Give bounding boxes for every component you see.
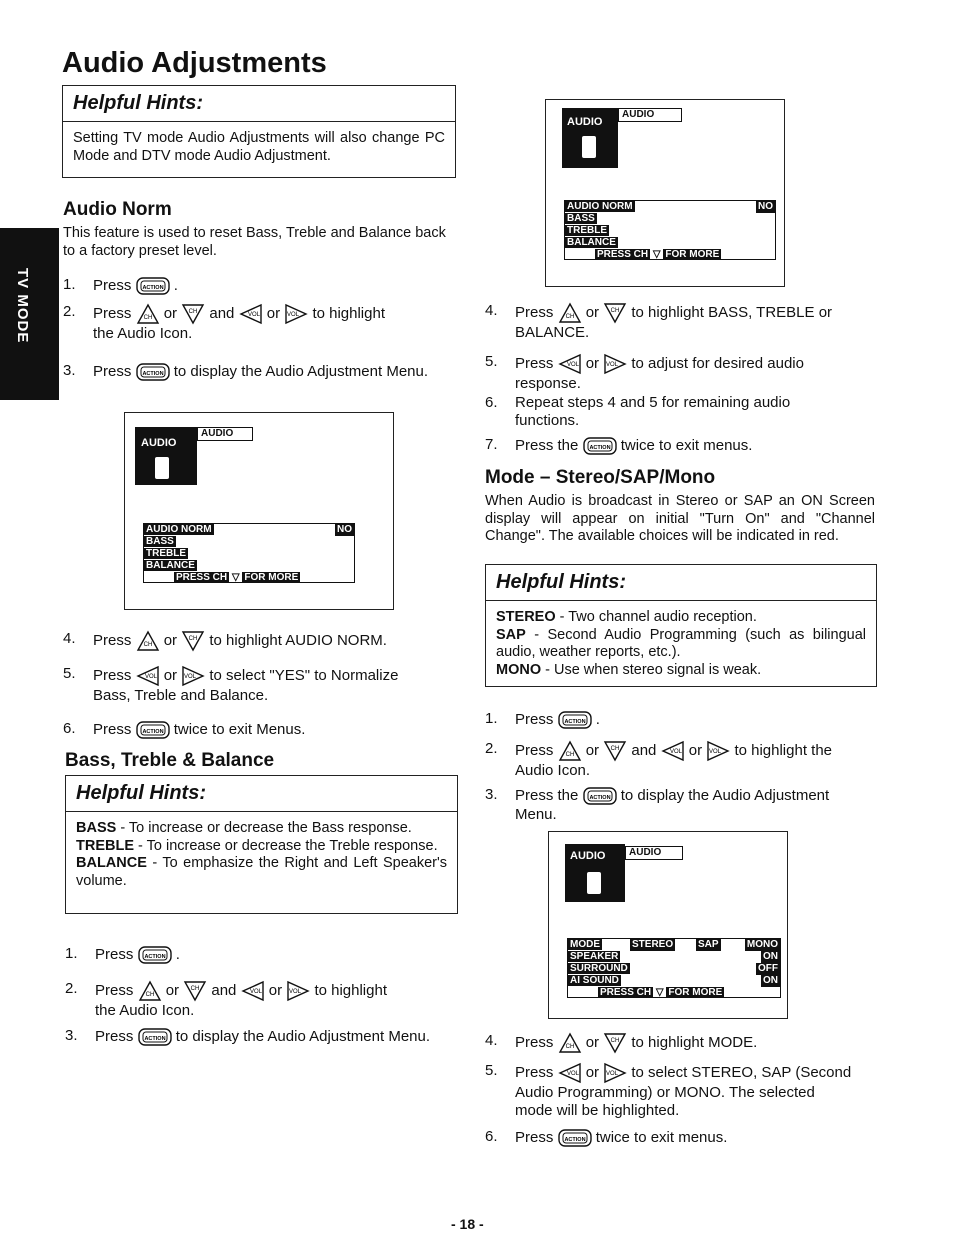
mode-menu-table: MODE STEREO SAP MONO SPEAKER ON SURROUND OFF AI SOUND ON PRESS CH ▽ FOR MORE [567,938,781,998]
step-1: 1. Press . [63,276,463,296]
hint-box-general [62,85,456,178]
ch-down-icon [603,1032,627,1054]
mode-step-2: 2. Press or and or to highlight the Audio Icon. [485,740,833,779]
action-button-icon [136,362,170,382]
audio-menu-screen [124,412,394,610]
audio-tag: AUDIO [618,108,682,122]
vol-right-icon [284,303,308,325]
hint-heading: Helpful Hints: [63,86,455,122]
ch-up-icon [558,740,582,762]
action-button-icon [136,720,170,740]
btb-step-4: 4. Press or to highlight BASS, TREBLE or BALANCE. [485,302,833,341]
mode-step-6: 6. Press twice to exit menus. [485,1128,880,1150]
ch-down-icon [181,303,205,325]
step-2: 2. Press or and or to highlight the Audio Icon. [63,303,385,342]
hint-text: BASS - To increase or decrease the Bass response. TREBLE - To increase or decrease the Treble response. BALANCE - To emphasize the Right and Left Speaker's volume. [76,820,447,889]
hint-heading: Helpful Hints: [486,565,876,601]
page-number: - 18 - [451,1216,484,1232]
action-button-icon [583,786,617,806]
ch-up-icon [136,303,160,325]
action-button-icon [583,436,617,456]
ch-up-icon [558,1032,582,1054]
audio-icon-block: AUDIO [135,427,197,485]
btb-step-1: 1. Press . [65,945,465,967]
ch-down-icon [181,630,205,652]
ch-up-icon [136,630,160,652]
audio-norm-intro: This feature is used to reset Bass, Treble and Balance back to a factory preset level. [63,225,446,259]
side-tab [0,228,59,400]
action-button-icon [136,276,170,296]
audio-icon-block: AUDIO [562,108,618,168]
mode-step-4: 4. Press or to highlight MODE. [485,1032,880,1054]
hint-box-btb [65,775,458,914]
ch-down-icon [603,302,627,324]
vol-right-icon [286,980,310,1002]
ch-up-icon [558,302,582,324]
hint-text: Setting TV mode Audio Adjustments will also change PC Mode and DTV mode Audio Adjustment. [73,130,445,164]
section-heading-mode: Mode – Stereo/SAP/Mono [485,467,716,488]
ch-up-icon [138,980,162,1002]
vol-right-icon [603,353,627,375]
vol-left-icon [558,353,582,375]
hint-heading: Helpful Hints: [66,776,457,812]
hint-text: STEREO - Two channel audio reception. SAP - Second Audio Programming (such as bilingual audio, weather reports, etc.). MONO - Use when stereo signal is weak. [496,609,866,678]
mode-menu-screen [548,831,788,1019]
btb-step-3: 3. Press to display the Audio Adjustment Menu. [65,1027,465,1049]
vol-left-icon [558,1062,582,1084]
vol-left-icon [661,740,685,762]
audio-tag: AUDIO [197,427,253,441]
audio-menu-table: AUDIO NORM NO BASS TREBLE BALANCE PRESS CH ▽ FOR MORE [564,200,776,260]
btb-step-2: 2. Press or and or to highlight the Audio Icon. [65,980,387,1019]
step-6: 6. Press twice to exit Menus. [63,720,463,742]
step-5: 5. Press or to select "YES" to Normalize Bass, Treble and Balance. [63,665,399,704]
step-4: 4. Press or to highlight AUDIO NORM. [63,630,463,652]
ch-down-icon [183,980,207,1002]
hint-box-mode [485,564,877,687]
audio-menu-table: AUDIO NORM NO BASS TREBLE BALANCE PRESS CH ▽ FOR MORE [143,523,355,583]
action-button-icon [558,1128,592,1148]
vol-right-icon [181,665,205,687]
vol-left-icon [239,303,263,325]
vol-left-icon [241,980,265,1002]
mode-step-5: 5. Press or to select STEREO, SAP (Second Audio Programming) or MONO. The selected mode will be highlighted. [485,1062,852,1119]
vol-right-icon [706,740,730,762]
mode-step-3: 3. Press the to display the Audio Adjustment Menu. [485,786,830,823]
section-heading-audio-norm: Audio Norm [63,199,172,220]
action-button-icon [138,1027,172,1047]
audio-menu-screen-2 [545,99,785,287]
action-button-icon [138,945,172,965]
section-heading-btb: Bass, Treble & Balance [65,750,275,771]
btb-step-7: 7. Press the twice to exit menus. [485,436,880,458]
audio-icon-block: AUDIO [565,844,625,902]
btb-step-6: 6. Repeat steps 4 and 5 for remaining audio functions. [485,394,791,429]
vol-left-icon [136,665,160,687]
action-button-icon [558,710,592,730]
mode-step-1: 1. Press . [485,710,880,732]
step-3: 3. Press to display the Audio Adjustment Menu. [63,362,463,384]
side-tab-label: TV MODE [14,268,31,344]
ch-down-icon [603,740,627,762]
vol-right-icon [603,1062,627,1084]
audio-tag: AUDIO [625,846,683,860]
btb-step-5: 5. Press or to adjust for desired audio response. [485,353,804,392]
mode-intro: When Audio is broadcast in Stereo or SAP an ON Screen display will appear on initial "Turn On" and "Channel Change". The available choices will be indicated in red. [485,493,875,544]
page-title: Audio Adjustments [62,47,327,79]
